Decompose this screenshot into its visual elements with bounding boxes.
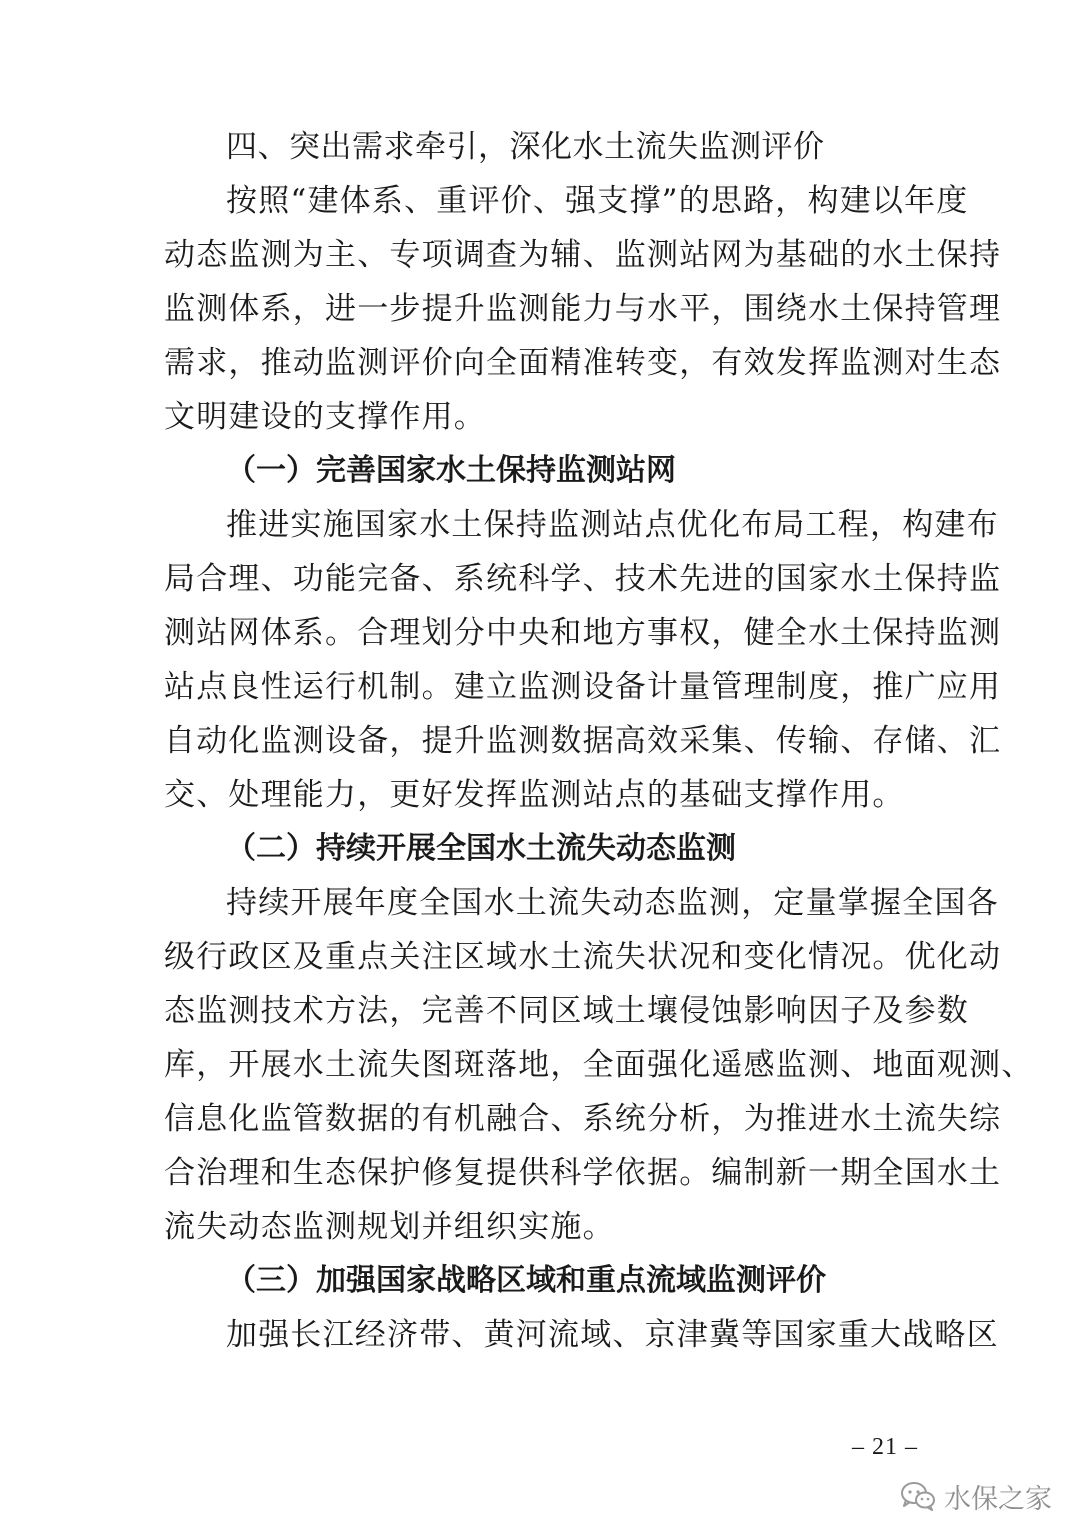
paragraph-line: 局合理、功能完备、系统科学、技术先进的国家水土保持监 xyxy=(164,561,1002,597)
subsection-title: （一）完善国家水土保持监测站网 xyxy=(226,453,676,488)
paragraph-line: 库，开展水土流失图斑落地，全面强化遥感监测、地面观测、 xyxy=(164,1047,1034,1083)
paragraph-line: 流失动态监测规划并组织实施。 xyxy=(164,1209,615,1245)
document-body xyxy=(164,120,1034,1362)
paragraph-line: 监测体系，进一步提升监测能力与水平，围绕水土保持管理 xyxy=(164,291,1002,327)
paragraph-line: 交、处理能力，更好发挥监测站点的基础支撑作用。 xyxy=(164,777,905,813)
paragraph-line: 自动化监测设备，提升监测数据高效采集、传输、存储、汇 xyxy=(164,723,1002,759)
watermark-text: 水保之家 xyxy=(944,1483,1052,1515)
paragraph-line: 级行政区及重点关注区域水土流失状况和变化情况。优化动 xyxy=(164,939,1002,975)
paragraph-line: 合治理和生态保护修复提供科学依据。编制新一期全国水土 xyxy=(164,1155,1002,1191)
paragraph-line: 按照“建体系、重评价、强支撑”的思路，构建以年度 xyxy=(226,183,969,219)
watermark xyxy=(900,1476,1052,1516)
paragraph-line: 加强长江经济带、黄河流域、京津冀等国家重大战略区 xyxy=(226,1317,999,1353)
subheading-2 xyxy=(164,822,924,876)
section-heading-4 xyxy=(164,120,924,174)
subheading-1 xyxy=(164,444,924,498)
paragraph-line: 文明建设的支撑作用。 xyxy=(164,399,486,435)
paragraph-line: 站点良性运行机制。建立监测设备计量管理制度，推广应用 xyxy=(164,669,1002,705)
paragraph-intro xyxy=(164,174,1002,444)
paragraph-line: 持续开展年度全国水土流失动态监测，定量掌握全国各 xyxy=(226,885,999,921)
paragraph-line: 态监测技术方法，完善不同区域土壤侵蚀影响因子及参数 xyxy=(164,993,969,1029)
paragraph-line: 测站网体系。合理划分中央和地方事权，健全水土保持监测 xyxy=(164,615,1002,651)
subheading-3 xyxy=(164,1254,924,1308)
paragraph-3 xyxy=(164,1308,999,1362)
paragraph-line: 需求，推动监测评价向全面精准转变，有效发挥监测对生态 xyxy=(164,345,1002,381)
wechat-icon xyxy=(900,1481,936,1511)
subsection-title: （二）持续开展全国水土流失动态监测 xyxy=(226,831,736,866)
paragraph-line: 推进实施国家水土保持监测站点优化布局工程，构建布 xyxy=(226,507,999,543)
section-title: 四、突出需求牵引，深化水土流失监测评价 xyxy=(226,129,825,165)
subsection-title: （三）加强国家战略区域和重点流域监测评价 xyxy=(226,1263,826,1298)
page-number: – 21 – xyxy=(852,1434,918,1460)
paragraph-1 xyxy=(164,498,1002,822)
paragraph-line: 信息化监管数据的有机融合、系统分析，为推进水土流失综 xyxy=(164,1101,1002,1137)
paragraph-line: 动态监测为主、专项调查为辅、监测站网为基础的水土保持 xyxy=(164,237,1002,273)
paragraph-2 xyxy=(164,876,1034,1254)
